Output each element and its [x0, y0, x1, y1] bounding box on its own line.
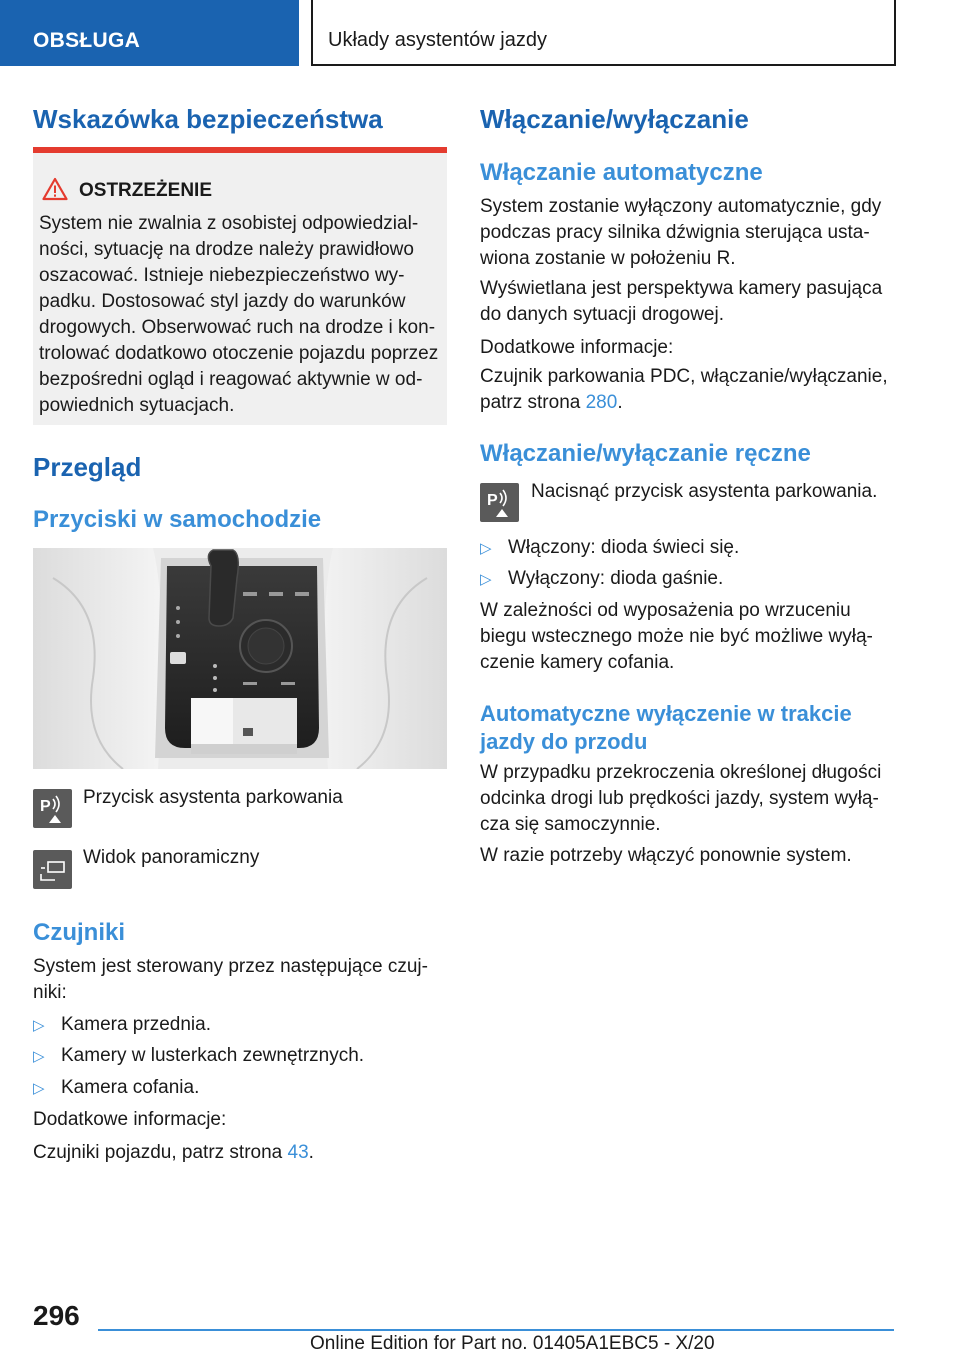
warning-triangle-icon — [42, 177, 68, 201]
sensors-more-info: Dodatkowe informacje: — [33, 1109, 227, 1130]
forward-heading: Automatyczne wyłączenie w trakcie jazdy do przodu — [480, 701, 852, 754]
section-label: OBSŁUGA — [33, 29, 141, 52]
manual-heading: Włączanie/wyłączanie ręczne — [480, 440, 811, 467]
parking-assistant-label: Przycisk asystenta parkowania — [83, 787, 343, 808]
bullet-triangle-icon: ▷ — [33, 1017, 45, 1034]
list-item: ▷ Kamera przednia. — [33, 1012, 211, 1039]
bullet-triangle-icon: ▷ — [480, 540, 492, 557]
sensors-reference: Czujniki pojazdu, patrz strona 43. — [33, 1142, 314, 1163]
list-item: ▷ Wyłączony: dioda gaśnie. — [480, 566, 723, 593]
auto-heading: Włączanie automatyczne — [480, 159, 763, 186]
footer-edition: Online Edition for Part no. 01405A1EBC5 - X/20 — [310, 1333, 715, 1354]
svg-text:P: P — [40, 798, 51, 815]
sensors-intro: System jest sterowany przez następujące czujniki: — [33, 956, 428, 1003]
list-item: ▷ Kamery w lusterkach zewnętrznych. — [33, 1043, 364, 1070]
page-link-280[interactable]: 280 — [585, 392, 618, 413]
console-photo — [33, 548, 447, 769]
page-number: 296 — [33, 1300, 80, 1331]
sensors-heading: Czujniki — [33, 919, 126, 946]
section-tab — [0, 0, 299, 66]
warning-box — [33, 147, 447, 425]
right-more-info: Dodatkowe informacje: — [480, 337, 674, 358]
console-illustration — [33, 548, 447, 769]
pdc-reference: Czujnik parkowania PDC, włączanie/wyłączanie, patrz strona 280. — [480, 366, 888, 413]
page-link-43[interactable]: 43 — [287, 1142, 309, 1163]
list-item: ▷ Kamera cofania. — [33, 1075, 199, 1102]
list-item: ▷ Włączony: dioda świeci się. — [480, 535, 739, 562]
manual-note: W zależności od wyposażenia po wrzuceniu biegu wstecznego może nie być możliwe wyłączenie kamery cofania. — [480, 600, 873, 673]
auto-paragraph-2: Wyświetlana jest perspektywa kamery pasująca do danych sytuacji drogowej. — [480, 278, 883, 325]
buttons-heading: Przyciski w samochodzie — [33, 506, 322, 533]
parking-assistant-icon — [33, 789, 72, 828]
warning-text: System nie zwalnia z osobistej odpowiedzialności, sytuację na drodze należy prawidłowo oszacować. Istnieje niebezpieczeństwo wypadku. Dostosować styl jazdy do warunków drogowych. Obserwować ruch na drodze i kontrolować dodatkowo otoczenie pojazdu poprzez bezpośredni ogląd i reagować aktywnie w odpowiednich sytuacjach. — [39, 213, 439, 416]
bullet-triangle-icon: ▷ — [33, 1080, 45, 1097]
forward-paragraph-2: W razie potrzeby włączyć ponownie system. — [480, 845, 852, 866]
panoramic-view-icon — [33, 850, 72, 889]
onoff-heading: Włączanie/wyłączanie — [480, 104, 749, 134]
manual-instruction: Nacisnąć przycisk asystenta parkowania. — [531, 481, 878, 502]
warning-title: OSTRZEŻENIE — [79, 180, 213, 201]
footer-divider — [98, 1329, 894, 1331]
svg-text:P: P — [487, 492, 498, 509]
bullet-triangle-icon: ▷ — [480, 571, 492, 588]
bullet-triangle-icon: ▷ — [33, 1048, 45, 1065]
safety-heading: Wskazówka bezpieczeństwa — [33, 104, 383, 134]
panoramic-view-label: Widok panoramiczny — [83, 847, 260, 868]
chapter-tab — [311, 0, 896, 66]
overview-heading: Przegląd — [33, 452, 142, 482]
parking-assistant-icon — [480, 483, 519, 522]
auto-paragraph-1: System zostanie wyłączony automatycznie, gdy podczas pracy silnika dźwignia sterująca ustawiona zostanie w położeniu R. — [480, 196, 882, 269]
forward-paragraph-1: W przypadku przekroczenia określonej długości odcinka drogi lub prędkości jazdy, system wyłącza się samoczynnie. — [480, 762, 882, 835]
chapter-label: Układy asystentów jazdy — [328, 29, 547, 51]
